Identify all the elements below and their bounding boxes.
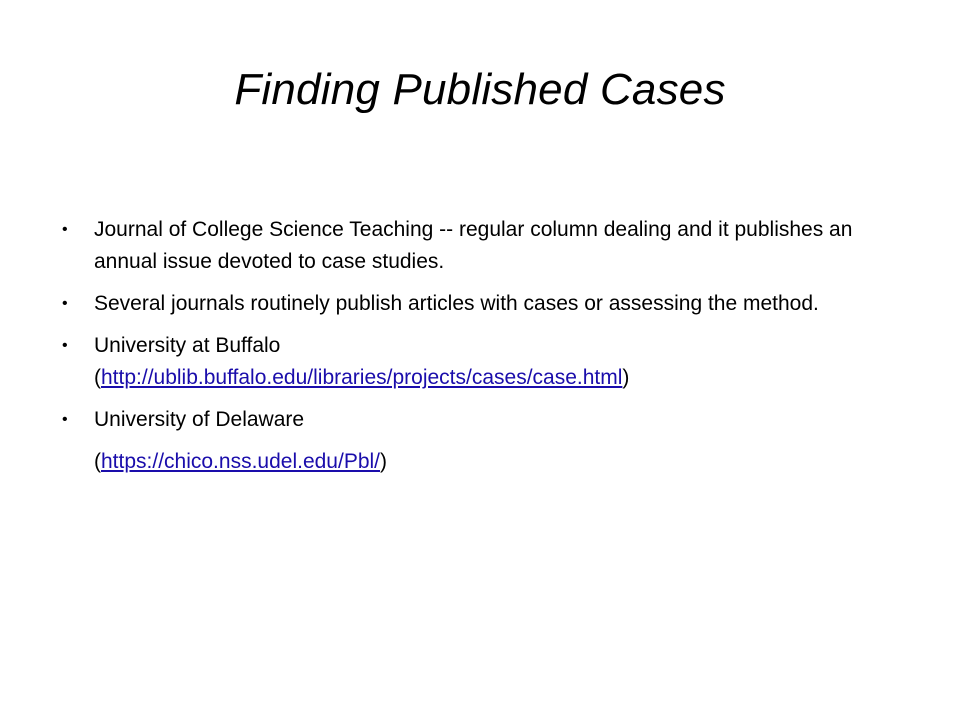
close-paren: ) [380, 450, 387, 473]
bullet-text: University at Buffalo [94, 334, 281, 357]
slide-title: Finding Published Cases [234, 65, 726, 114]
bullet-text: University of Delaware [94, 408, 305, 431]
open-paren: ( [94, 450, 101, 473]
bullet-item-journals [58, 288, 858, 320]
bullet-text: Journal of College Science Teaching -- regular column dealing and it publishes an annual issue devoted to case studies. [94, 218, 853, 273]
bullet-list [58, 214, 858, 488]
bullet-icon: • [62, 337, 68, 354]
bullet-icon: • [62, 411, 68, 428]
open-paren: ( [94, 366, 101, 389]
bullet-icon: • [62, 295, 68, 312]
bullet-item-delaware [58, 404, 858, 478]
buffalo-link[interactable]: http://ublib.buffalo.edu/libraries/projects/cases/case.html [101, 366, 623, 389]
bullet-item-journal [58, 214, 858, 278]
bullet-item-buffalo [58, 330, 858, 394]
delaware-link-line [94, 446, 858, 478]
bullet-icon: • [62, 221, 68, 238]
delaware-link[interactable]: https://chico.nss.udel.edu/Pbl/ [101, 450, 380, 473]
bullet-text: Several journals routinely publish articles with cases or assessing the method. [94, 292, 819, 315]
close-paren: ) [622, 366, 630, 389]
